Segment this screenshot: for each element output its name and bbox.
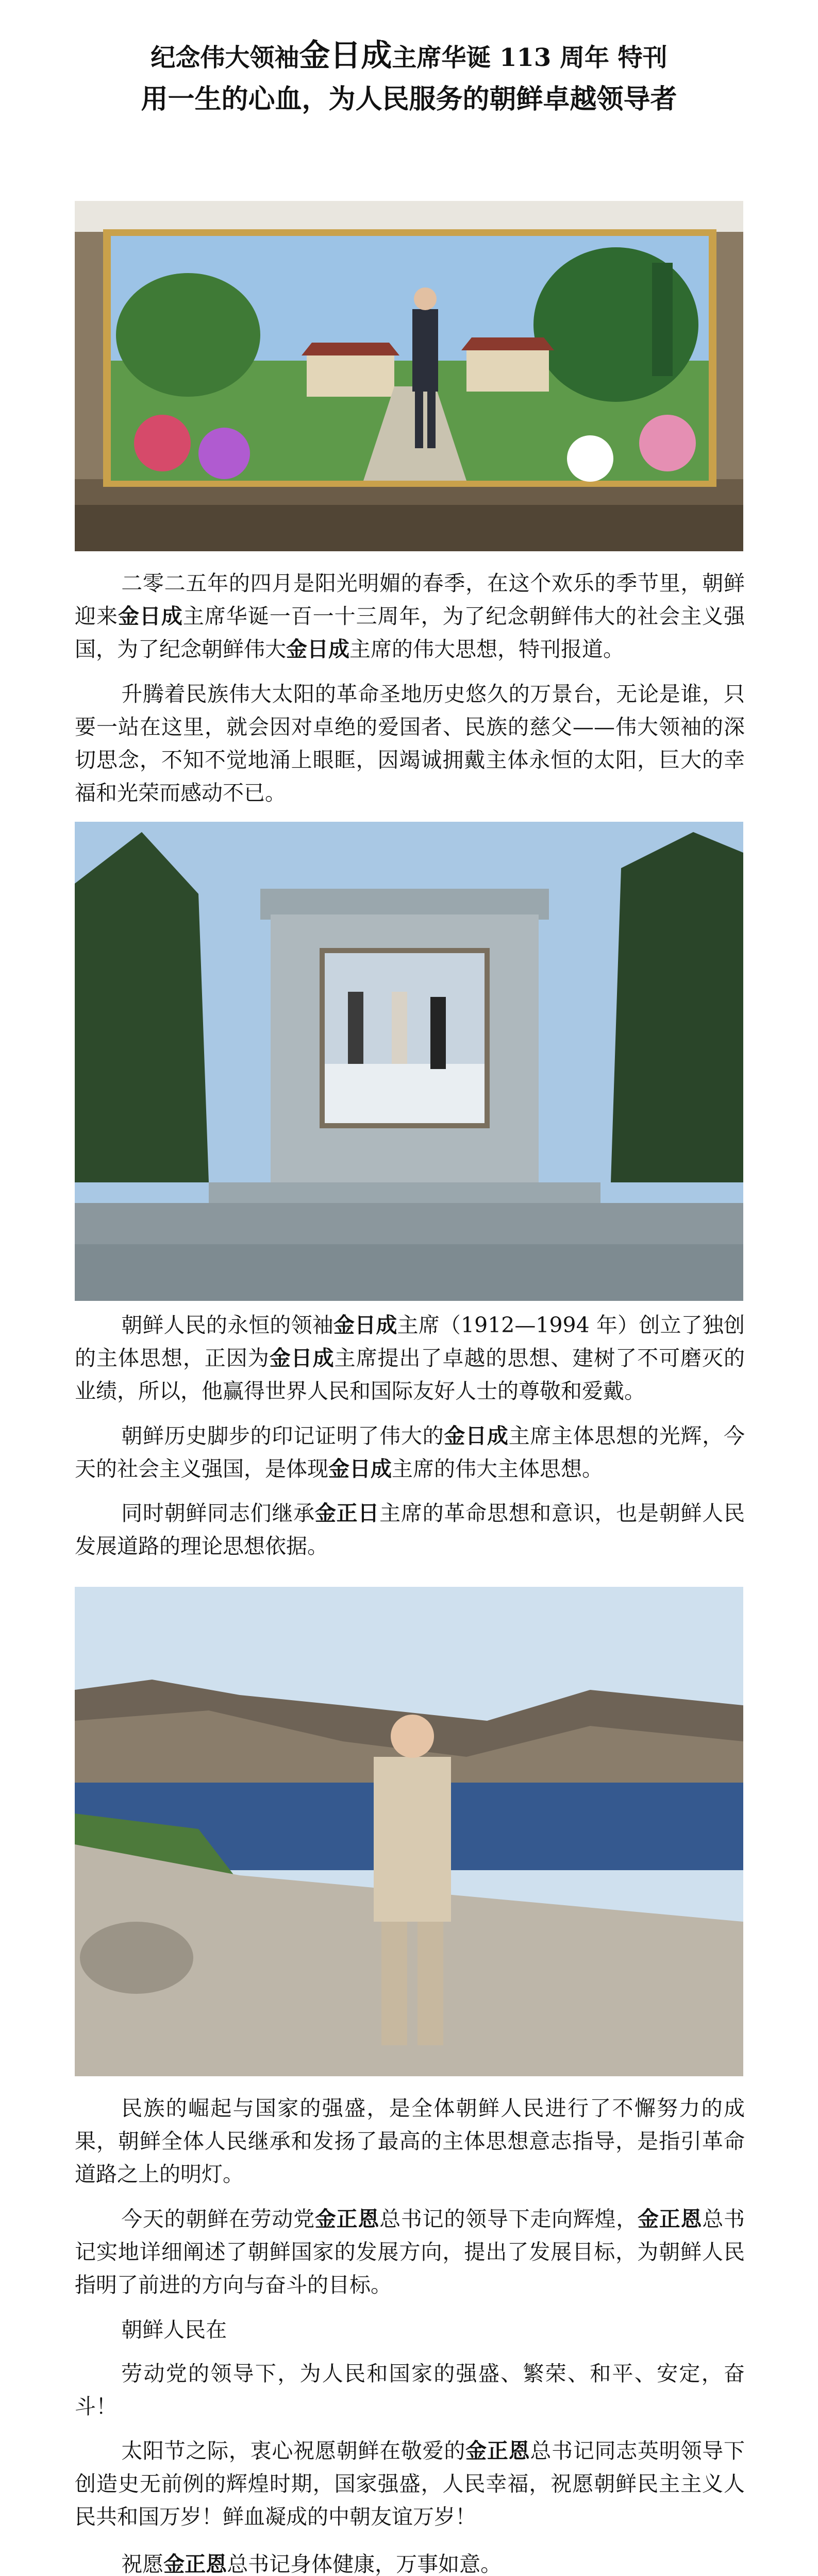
title-line-1: 纪念伟大领袖金日成主席华诞 113 周年 特刊 [151, 38, 667, 74]
paragraph-11: 祝愿金正恩总书记身体健康，万事如意。 [121, 2552, 502, 2576]
paragraph-1: 二零二五年的四月是阳光明媚的春季，在这个欢乐的季节里，朝鲜迎来金日成主席华诞一百一十三周年，为了纪念朝鲜伟大的社会主义强国，为了纪念朝鲜伟大金日成主席的伟大思想，特刊报道。 [75, 571, 745, 662]
paragraph-6: 民族的崛起与国家的强盛，是全体朝鲜人民进行了不懈努力的成果，朝鲜全体人民继承和发扬了最高的主体思想意志指导，是指引革命道路之上的明灯。 [75, 2096, 745, 2187]
paragraph-4: 朝鲜历史脚步的印记证明了伟大的金日成主席主体思想的光辉，今天的社会主义强国，是体现金日成主席的伟大主体思想。 [75, 1423, 745, 1481]
photo-monument [75, 822, 743, 1301]
photo-mural [75, 201, 743, 551]
paragraph-8: 朝鲜人民在 [121, 2317, 227, 2342]
paragraph-9: 劳动党的领导下，为人民和国家的强盛、繁荣、和平、安定，奋斗！ [75, 2361, 745, 2419]
paragraph-5: 同时朝鲜同志们继承金正日主席的革命思想和意识，也是朝鲜人民发展道路的理论思想依据。 [75, 1501, 745, 1558]
paragraph-7: 今天的朝鲜在劳动党金正恩总书记的领导下走向辉煌，金正恩总书记实地详细阐述了朝鲜国家的发展方向，提出了发展目标，为朝鲜人民指明了前进的方向与奋斗的目标。 [75, 2207, 745, 2297]
title-line-2: 用一生的心血，为人民服务的朝鲜卓越领导者 [141, 83, 677, 115]
paragraph-2: 升腾着民族伟大太阳的革命圣地历史悠久的万景台，无论是谁，只要一站在这里，就会因对卓绝的爱国者、民族的慈父——伟大领袖的深切思念，不知不觉地涌上眼眶，因竭诚拥戴主体永恒的太阳，巨大的幸福和光荣而感动不已。 [75, 682, 745, 805]
paragraph-3: 朝鲜人民的永恒的领袖金日成主席（1912—1994 年）创立了独创的主体思想，正因为金日成主席提出了卓越的思想、建树了不可磨灭的业绩，所以，他赢得世界人民和国际友好人士的尊敬和爱戴。 [75, 1313, 745, 1403]
paragraph-10: 太阳节之际，衷心祝愿朝鲜在敬爱的金正恩总书记同志英明领导下创造史无前例的辉煌时期，国家强盛，人民幸福，祝愿朝鲜民主主义人民共和国万岁！鲜血凝成的中朝友谊万岁！ [75, 2438, 745, 2529]
photo-lake-portrait [75, 1587, 743, 2076]
